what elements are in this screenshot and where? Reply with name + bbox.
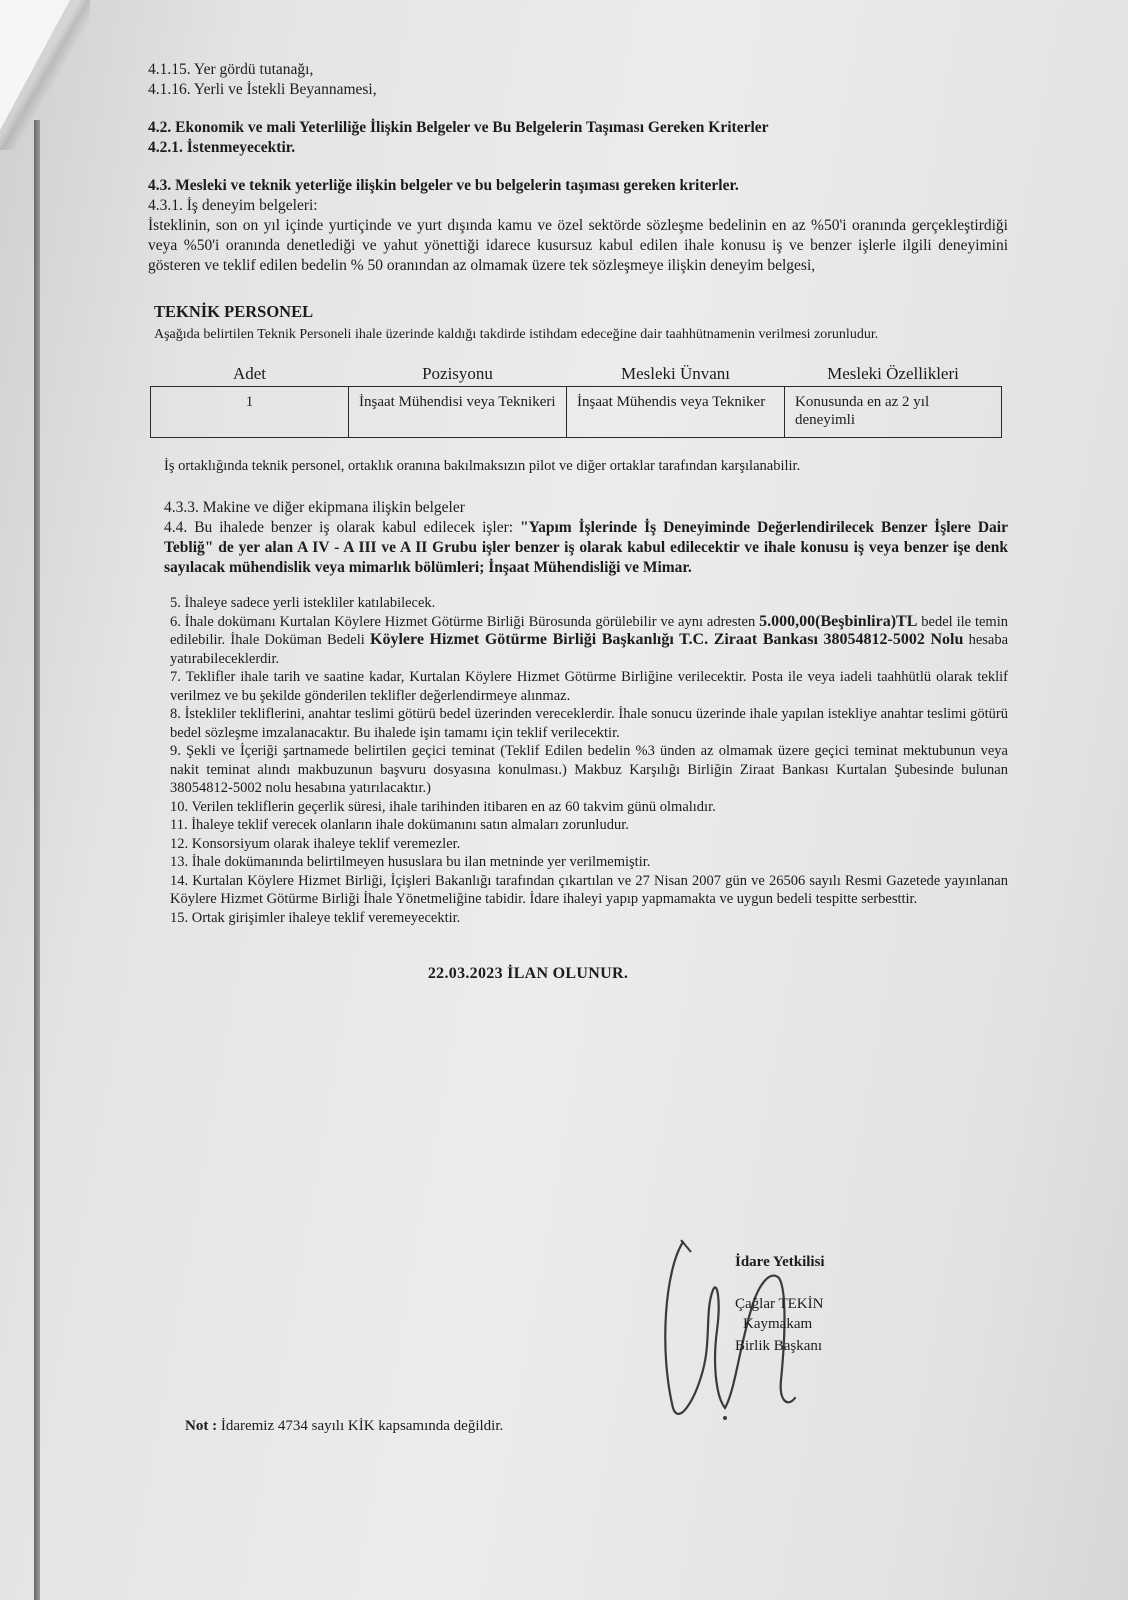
- technical-staff-text: Aşağıda belirtilen Teknik Personeli ihale üzerinde kaldığı takdirde istihdam edeceğine dair taahhütnamenin verilmesi zorunludur.: [154, 327, 879, 342]
- technical-staff-title: TEKNİK PERSONEL: [154, 302, 314, 321]
- col-header-adet: Adet: [232, 364, 267, 383]
- rule-11: 11. İhaleye teklif verecek olanların ihale dokümanını satın almaları zorunludur.: [170, 817, 629, 833]
- cell-unvan: İnşaat Mühendis veya Tekniker: [567, 387, 785, 438]
- signatory-name: Çağlar TEKİN: [735, 1296, 824, 1312]
- document-body: [148, 60, 1008, 983]
- announcement-date: 22.03.2023 İLAN OLUNUR.: [427, 965, 629, 982]
- section-4-4: 4.4. Bu ihalede benzer iş olarak kabul edilecek işler: "Yapım İşlerinde İş Deneyiminde Değerlendirilecek Benzer İşlere Dair Tebliğ" de yer alan A IV - A III ve A II Grubu işler benzer iş olarak kabul edilecektir ve ihale konusu iş veya benzer işe denk sayılacak mühendislik veya mimarlık bölümleri; İnşaat Mühendisliği ve Mimar.: [164, 519, 1008, 576]
- cell-adet: 1: [151, 387, 349, 438]
- section-4-2-title: 4.2. Ekonomik ve mali Yeterliliğe İlişkin Belgeler ve Bu Belgelerin Taşıması Gereken Kriterler: [148, 119, 769, 136]
- signatory-role: Kaymakam: [743, 1316, 813, 1332]
- footer-note: Not : İdaremiz 4734 sayılı KİK kapsamında değildir.: [185, 1418, 504, 1434]
- rule-15: 15. Ortak girişimler ihaleye teklif veremeyecektir.: [170, 909, 461, 926]
- rule-9: 9. Şekli ve İçeriği şartnamede belirtilen geçici teminat (Teklif Edilen bedelin %3 ünden az olmamak üzere geçici teminat mektubunun veya nakit teminat alındı makbuzunun başvuru dosyasına konulması.) Makbuz Karşılığı Birliğin Ziraat Bankası Kurtalan Şubesinde bulunan 38054812-5002 nolu hesabına yatırılacaktır.): [170, 743, 1008, 796]
- rule-7: 7. Teklifler ihale tarih ve saatine kadar, Kurtalan Köylere Hizmet Götürme Birliğine verilecektir. Posta ile veya iadeli taahhütlü olarak teklif verilmez ve bu şekilde gönderilen teklifler değerlendirmeye alınmaz.: [170, 669, 1008, 704]
- experience-paragraph: İsteklinin, son on yıl içinde yurtiçinde ve yurt dışında kamu ve özel sektörde sözleşme bedelinin en az %50'i oranında gerçekleştirdiği veya %50'i oranında denetlediği ve yahut yönettiği idarece kusursuz kabul edilen ihale konusu iş ve benzer işlerle ilgili deneyimini gösteren ve teklif edilen bedelin % 50 oranından az olmamak üzere tek sözleşmeye ilişkin deneyim belgesi,: [148, 217, 1008, 274]
- technical-staff-table: [150, 362, 1002, 438]
- signatory-role-2: Birlik Başkanı: [735, 1338, 823, 1354]
- item-4-1-15: 4.1.15. Yer gördü tutanağı,: [148, 61, 314, 78]
- partnership-note: İş ortaklığında teknik personel, ortaklık oranına bakılmaksızın pilot ve diğer ortaklar tarafından karşılanabilir.: [164, 458, 801, 474]
- section-4-2-1: 4.2.1. İstenmeyecektir.: [148, 139, 296, 156]
- page-edge: [34, 120, 40, 1600]
- rule-8: 8. İstekliler tekliflerini, anahtar teslimi götürü bedel üzerinden vereceklerdir. İhale sonucu üzerinde ihale yapılan istekliye anahtar teslimi götürü bedel sözleşme imzalanacaktır. Bu ihalede işin tamamı için teklif verilecektir.: [170, 706, 1008, 741]
- rule-14: 14. Kurtalan Köylere Hizmet Birliği, İçişleri Bakanlığı tarafından çıkartılan ve 27 Nisan 2007 gün ve 26506 sayılı Resmi Gazetede yayınlanan Köylere Hizmet Götürme Birliği İhale Yönetmeliğine tabidir. İdare ihaleyi yapıp yapmamakta ve uygun bedeli tespitte serbesttir.: [170, 872, 1008, 907]
- rule-12: 12. Konsorsiyum olarak ihaleye teklif veremezler.: [170, 835, 461, 852]
- col-header-ozellik: Mesleki Özellikleri: [827, 364, 959, 383]
- rules-list: [170, 594, 1008, 927]
- table-row: [151, 387, 1002, 438]
- rule-13: 13. İhale dokümanında belirtilmeyen hususlara bu ilan metninde yer verilmemiştir.: [170, 854, 651, 870]
- rule-5: 5. İhaleye sadece yerli istekliler katılabilecek.: [170, 595, 436, 611]
- rule-6: 6. İhale dokümanı Kurtalan Köylere Hizmet Götürme Birliği Bürosunda görülebilir ve aynı adresten 5.000,00(Beşbinlira)TL bedel ile temin edilebilir. İhale Doküman Bedeli Köylere Hizmet Götürme Birliği Başkanlığı T.C. Ziraat Bankası 38054812-5002 Nolu hesaba yatırabileceklerdir.: [170, 612, 1009, 667]
- section-4-3-title: 4.3. Mesleki ve teknik yeterliğe ilişkin belgeler ve bu belgelerin taşıması gereken kriterler.: [148, 177, 739, 194]
- signatory-block: [735, 1250, 825, 1358]
- section-4-3-1: 4.3.1. İş deneyim belgeleri:: [148, 197, 318, 214]
- cell-pozisyon: İnşaat Mühendisi veya Teknikeri: [349, 387, 567, 438]
- section-4-3-3: 4.3.3. Makine ve diğer ekipmana ilişkin belgeler: [164, 499, 465, 516]
- col-header-pozisyonu: Pozisyonu: [422, 364, 493, 383]
- item-4-1-16: 4.1.16. Yerli ve İstekli Beyannamesi,: [148, 81, 377, 98]
- cell-ozellik: Konusunda en az 2 yıl deneyimli: [785, 387, 1002, 438]
- col-header-unvan: Mesleki Ünvanı: [620, 364, 731, 383]
- rule-10: 10. Verilen tekliflerin geçerlik süresi, ihale tarihinden itibaren en az 60 takvim günü olmalıdır.: [170, 798, 716, 815]
- signatory-title: İdare Yetkilisi: [735, 1254, 825, 1270]
